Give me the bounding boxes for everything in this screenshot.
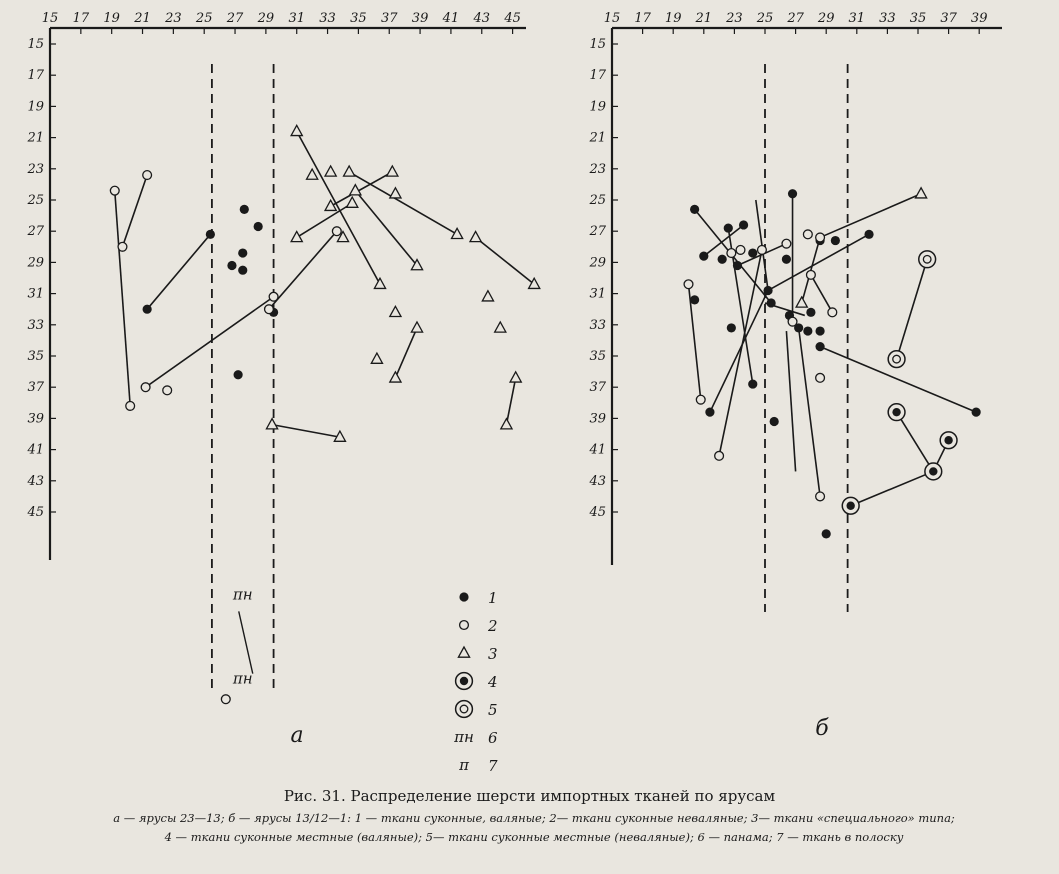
point-type-5 — [919, 251, 936, 268]
point-type-4 — [842, 497, 859, 514]
y-tick-label: 17 — [27, 68, 44, 84]
point-type-2 — [143, 171, 152, 180]
y-tick-label: 23 — [589, 161, 606, 177]
x-tick-label: 19 — [103, 11, 120, 26]
y-tick-label: 27 — [589, 224, 606, 240]
point-type-2 — [828, 308, 837, 317]
y-tick-label: 21 — [27, 130, 44, 146]
y-tick-label: 35 — [27, 349, 44, 364]
x-tick-label: 25 — [756, 11, 774, 26]
x-tick-label: 17 — [634, 11, 651, 26]
point-type-4 — [940, 432, 957, 449]
point-type-2 — [118, 242, 127, 251]
point-type-1 — [690, 295, 699, 304]
point-type-1 — [815, 326, 824, 335]
point-type-2 — [110, 186, 119, 195]
x-tick-label: 37 — [940, 11, 957, 26]
point-type-1 — [238, 248, 247, 257]
x-tick-label: 19 — [664, 11, 682, 26]
point-type-1 — [718, 255, 727, 264]
legend — [453, 589, 498, 775]
x-tick-label: 33 — [319, 11, 336, 26]
point-type-4 — [888, 404, 905, 421]
point-type-3 — [451, 228, 462, 238]
y-tick-label: 35 — [589, 349, 606, 364]
point-type-3 — [291, 125, 302, 135]
point-type-1 — [763, 286, 772, 295]
point-type-5-core — [893, 355, 901, 363]
link-line — [799, 328, 820, 496]
point-type-2 — [782, 239, 791, 248]
legend-label-5: 5 — [488, 701, 498, 719]
special-mark-label: πн — [232, 669, 253, 688]
x-tick-label: 23 — [726, 11, 743, 26]
y-tick-label: 15 — [589, 37, 606, 52]
point-type-2 — [332, 227, 341, 236]
legend-marker-4-core — [460, 677, 468, 685]
panel-a — [26, 11, 539, 748]
special-mark-link — [239, 611, 253, 673]
panel-letter: а — [290, 723, 304, 748]
point-type-3 — [307, 169, 318, 179]
legend-label-6: 6 — [488, 729, 498, 747]
y-tick-label: 41 — [27, 442, 44, 458]
link-line — [395, 328, 417, 378]
y-tick-label: 43 — [589, 473, 606, 489]
point-type-3 — [325, 166, 336, 176]
y-tick-label: 27 — [27, 224, 44, 240]
x-tick-label: 23 — [165, 11, 182, 26]
point-type-5-core — [923, 255, 931, 263]
point-type-1 — [831, 236, 840, 245]
point-type-1 — [972, 408, 981, 417]
panel-b — [588, 11, 1002, 741]
x-tick-label: 25 — [195, 11, 213, 26]
x-tick-label: 31 — [848, 11, 866, 26]
point-type-3 — [390, 306, 401, 316]
caption-legend-line-2: 4 — ткани суконные местные (валяные); 5— ткани суконные местные (неваляные); 6 — панама; 7 — ткань в полоску — [164, 830, 904, 844]
y-tick-label: 21 — [589, 130, 606, 146]
point-type-2 — [727, 249, 736, 258]
point-type-4-core — [944, 436, 952, 444]
point-type-3 — [291, 231, 302, 241]
point-type-1 — [822, 529, 831, 538]
point-type-1 — [803, 326, 812, 335]
point-type-3 — [390, 188, 401, 198]
link-line — [786, 331, 795, 471]
y-tick-label: 39 — [27, 411, 44, 427]
link-line — [506, 378, 515, 425]
x-tick-label: 43 — [473, 11, 491, 26]
x-tick-label: 45 — [504, 11, 521, 26]
legend-marker-3 — [458, 647, 469, 657]
x-tick-label: 29 — [817, 11, 835, 26]
legend-marker-1 — [459, 592, 468, 601]
point-type-2 — [803, 230, 812, 239]
figure-caption-title: Рис. 31. Распределение шерсти импортных тканей по ярусам — [283, 787, 776, 805]
point-type-2 — [269, 292, 278, 301]
point-type-2 — [221, 695, 230, 704]
x-tick-label: 29 — [257, 11, 275, 26]
x-tick-label: 35 — [350, 11, 367, 26]
point-type-2 — [736, 246, 745, 255]
y-tick-label: 37 — [27, 380, 44, 396]
point-type-1 — [727, 323, 736, 332]
point-type-1 — [748, 248, 757, 257]
point-type-3 — [266, 419, 277, 429]
point-type-2 — [807, 270, 816, 279]
point-type-1 — [143, 305, 152, 314]
y-tick-label: 31 — [27, 286, 44, 302]
figure-caption-legend — [14, 809, 1054, 847]
point-type-1 — [699, 252, 708, 261]
point-type-2 — [265, 305, 274, 314]
legend-marker-5 — [456, 701, 473, 718]
y-tick-label: 19 — [589, 99, 606, 115]
legend-label-1: 1 — [488, 589, 498, 607]
point-type-3 — [374, 278, 385, 288]
point-type-3 — [390, 372, 401, 382]
legend-label-4: 4 — [488, 673, 498, 691]
point-type-1 — [788, 189, 797, 198]
point-type-3 — [411, 322, 422, 332]
y-tick-label: 33 — [589, 317, 606, 333]
link-line — [811, 275, 832, 312]
point-type-2 — [816, 233, 825, 242]
point-type-4-core — [929, 467, 937, 475]
point-type-1 — [206, 230, 215, 239]
legend-label-7: 7 — [488, 757, 498, 775]
point-type-3 — [371, 353, 382, 363]
link-line — [272, 425, 340, 437]
special-mark-label: πн — [232, 585, 253, 604]
y-tick-label: 29 — [27, 255, 44, 271]
point-type-1 — [238, 266, 247, 275]
point-type-3 — [796, 297, 807, 307]
link-line — [897, 259, 928, 359]
point-type-3 — [529, 278, 540, 288]
x-tick-label: 17 — [72, 11, 90, 26]
point-type-3 — [915, 188, 926, 198]
point-type-1 — [254, 222, 263, 231]
y-tick-label: 45 — [27, 505, 44, 520]
point-type-2 — [696, 395, 705, 404]
point-type-1 — [240, 205, 249, 214]
legend-label-3: 3 — [488, 645, 498, 663]
x-tick-label: 15 — [603, 11, 621, 26]
point-type-1 — [227, 261, 236, 270]
y-tick-label: 25 — [589, 193, 606, 208]
link-line — [331, 172, 393, 206]
point-type-3 — [470, 231, 481, 241]
link-line — [269, 231, 337, 309]
point-type-2 — [141, 383, 150, 392]
y-tick-label: 41 — [589, 442, 606, 458]
link-line — [476, 237, 535, 284]
point-type-4-core — [846, 502, 854, 510]
link-line — [146, 297, 274, 387]
point-type-5 — [888, 351, 905, 368]
x-tick-label: 39 — [970, 11, 988, 26]
x-tick-label: 35 — [909, 11, 927, 26]
point-type-2 — [715, 451, 724, 460]
link-line — [897, 412, 934, 471]
link-line — [115, 191, 130, 406]
point-type-1 — [234, 370, 243, 379]
point-type-1 — [705, 408, 714, 417]
point-type-2 — [788, 317, 797, 326]
point-type-1 — [690, 205, 699, 214]
point-type-1 — [864, 230, 873, 239]
point-type-2 — [816, 492, 825, 501]
link-line — [147, 234, 210, 309]
x-tick-label: 41 — [442, 11, 460, 26]
x-tick-label: 39 — [411, 11, 429, 26]
point-type-4 — [925, 463, 942, 480]
point-type-1 — [748, 379, 757, 388]
point-type-2 — [163, 386, 172, 395]
link-line — [122, 175, 147, 247]
y-tick-label: 17 — [589, 68, 606, 84]
legend-symbol-6: πн — [454, 728, 474, 746]
x-tick-label: 33 — [879, 11, 896, 26]
point-type-2 — [816, 373, 825, 382]
point-type-1 — [806, 308, 815, 317]
y-tick-label: 15 — [27, 37, 44, 52]
point-type-1 — [739, 220, 748, 229]
y-tick-label: 29 — [589, 255, 606, 271]
link-line — [710, 290, 768, 412]
x-tick-label: 21 — [695, 11, 713, 26]
panel-letter: б — [815, 716, 829, 741]
point-type-3 — [387, 166, 398, 176]
x-tick-label: 15 — [41, 11, 59, 26]
legend-marker-4 — [456, 673, 473, 690]
point-type-3 — [482, 291, 493, 301]
y-tick-label: 43 — [27, 473, 44, 489]
point-type-3 — [495, 322, 506, 332]
y-tick-label: 23 — [27, 161, 44, 177]
point-type-1 — [724, 223, 733, 232]
point-type-2 — [758, 246, 767, 255]
y-tick-label: 39 — [589, 411, 606, 427]
legend-marker-2 — [460, 621, 469, 630]
y-tick-label: 19 — [27, 99, 44, 115]
caption-legend-line-1: а — ярусы 23—13; б — ярусы 13/12—1: 1 — ткани суконные, валяные; 2— ткани суконные неваляные; 3— ткани «специального» типа; — [113, 811, 955, 825]
x-tick-label: 21 — [134, 11, 151, 26]
point-type-3 — [510, 372, 521, 382]
link-line — [851, 471, 934, 505]
point-type-3 — [501, 419, 512, 429]
x-tick-label: 31 — [288, 11, 305, 26]
point-type-4-core — [892, 408, 900, 416]
link-line — [719, 250, 762, 456]
point-type-1 — [733, 261, 742, 270]
point-type-1 — [815, 342, 824, 351]
x-tick-label: 27 — [787, 11, 804, 26]
y-tick-label: 45 — [589, 505, 606, 520]
legend-marker-5-core — [460, 705, 468, 713]
y-tick-label: 31 — [589, 286, 606, 302]
point-type-3 — [344, 166, 355, 176]
y-tick-label: 37 — [589, 380, 606, 396]
legend-symbol-7: π — [459, 756, 469, 774]
x-tick-label: 27 — [226, 11, 244, 26]
y-tick-label: 33 — [27, 317, 44, 333]
legend-label-2: 2 — [488, 617, 498, 635]
point-type-3 — [347, 197, 358, 207]
x-tick-label: 37 — [380, 11, 398, 26]
y-tick-label: 25 — [27, 193, 44, 208]
point-type-1 — [782, 255, 791, 264]
point-type-1 — [770, 417, 779, 426]
point-type-1 — [767, 298, 776, 307]
point-type-2 — [126, 402, 135, 411]
point-type-2 — [684, 280, 693, 289]
link-line — [297, 131, 380, 284]
